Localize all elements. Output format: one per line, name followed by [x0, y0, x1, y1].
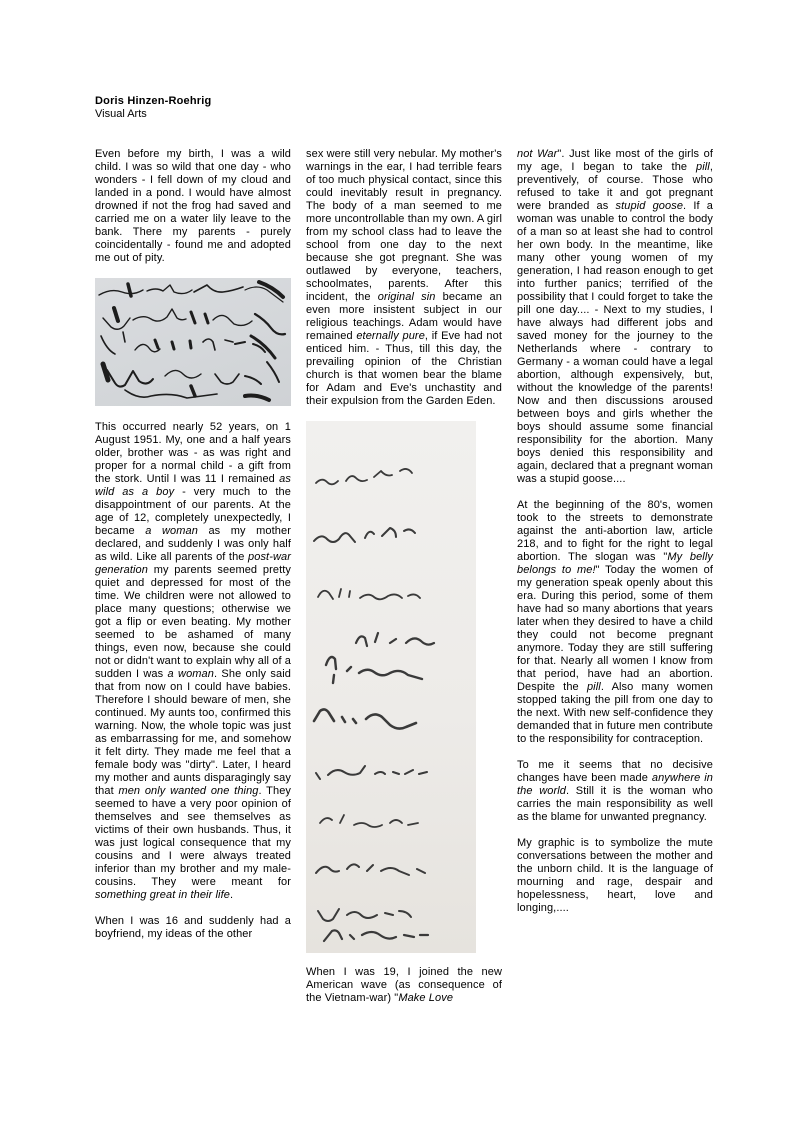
- text-segment: . She only said that from now on I could have babies. Therefore I should beware of men, she continued. My aunts too, confirmed this warning. Now, the whole topic was just as embarrassing for me, and somehow it felt dirty. They made me feel that a female body was "dirty". Later, I heard my mother and aunts disparagingly say that: [95, 668, 291, 797]
- document-page: [95, 95, 717, 1005]
- text-segment: . Also many women stopped taking the pill from one day to the next. With new self-confidence they demanded that in future men contribute to the responsibility for contraception.: [517, 681, 713, 745]
- text-segment: my parents seemed pretty quiet and depressed for most of the time. We children were not allowed to place many questions; otherwise we got a flip or even beating. My mother seemed to be ashamed of many things, even now, because she could not or didn't want to explain why all of a sudden I was: [95, 564, 291, 680]
- text-segment: My graphic is to symbolize the mute conversations between the mother and the unborn child. It is the language of mourning and rage, despair and hopelessness, heart, love and longing,....: [517, 837, 713, 914]
- text-segment: To me it seems that no decisive changes have been made: [517, 759, 713, 784]
- italic-text-segment: a woman: [167, 668, 214, 680]
- text-segment: This occurred nearly 52 years, on 1 August 1951. My, one and a half years older, brother was - as was right and proper for a normal child - a gift from the stork. Until I was 11 I remained: [95, 421, 291, 485]
- text-segment: - very much to the disappointment of our parents. At the age of 12, completely unexpectedly, I became: [95, 486, 291, 537]
- author-name: Doris Hinzen-Roehrig: [95, 95, 212, 107]
- paragraph: [306, 148, 502, 408]
- column-3: [517, 148, 713, 915]
- text-segment: Even before my birth, I was a wild child. I was so wild that one day - who wonders - I fell down of my cloud and landed in a pond. I would have almost drowned if not the frog had saved and carried me on a water lily leave to the bank. There my parents - purely coincidentally - found me and adopted me out of pity.: [95, 148, 291, 264]
- text-segment: , if Eve had not enticed him. - Thus, till this day, the prevailing opinion of the Christian church is that women bear the blame for Adam and Eve's unchastity and their expulsion from the Garden Eden.: [306, 330, 502, 407]
- author-discipline: Visual Arts: [95, 108, 147, 120]
- paragraph: [517, 759, 713, 824]
- italic-text-segment: pill: [586, 681, 601, 693]
- ink-scribble-artwork-horizontal: [95, 278, 291, 406]
- italic-text-segment: My belly belongs to me!: [517, 551, 713, 576]
- text-segment: . If a woman was unable to control the body of a man so at least she had to control her own body. In the meantime, like many other young women of my generation, I had reason enough to get into further panics; terrified of the possibility that I could forget to take the pill one day.... - Next to my studies, I have always had different jobs and saved money for the journey to the Netherlands where - contrary to Germany - a woman could have a legal abortion, although expensively, but, without the knowledge of the parents! Now and then discussions aroused between boys and girls whether the boys should assume some financial responsibility for the abortion. Many boys denied this responsibility and again, declared that a pregnant woman was a stupid goose....: [517, 200, 713, 485]
- italic-text-segment: eternally pure: [356, 330, 425, 342]
- italic-text-segment: as wild as a boy: [95, 473, 291, 498]
- paragraph: [517, 148, 713, 486]
- italic-text-segment: Make Love: [398, 992, 454, 1004]
- scribble-drawing-image: [95, 278, 291, 406]
- text-segment: . Still it is the woman who carries the main responsibility as well as the blame for unwanted pregnancy.: [517, 785, 713, 823]
- paragraph: [95, 148, 291, 265]
- italic-text-segment: pill: [695, 161, 710, 173]
- paragraph: [95, 421, 291, 902]
- document-header: [95, 95, 717, 121]
- scribble-drawing-image: [306, 421, 476, 953]
- italic-text-segment: men only wanted one thing: [118, 785, 259, 797]
- text-segment: as my mother declared, and suddenly I was only half as wild. Like all parents of the: [95, 525, 291, 563]
- text-segment: " Today the women of my generation speak openly about this era. During this period, some of them have had so many abortions that years later when they desired to have a child they could not become pregnant anymore. Today they are still suffering for that. Nearly all women I know from that period, have had an abortion. Despite the: [517, 564, 713, 693]
- italic-text-segment: anywhere in the world: [517, 772, 713, 797]
- text-columns: [95, 148, 717, 1005]
- text-segment: sex were still very nebular. My mother's warnings in the ear, I had terrible fears of too much physical contact, since this could inevitably result in pregnancy. The body of a man seemed to me more uncontrollable than my own. A girl from my school class had to leave the school from one day to the next because she got pregnant. She was outlawed by everyone, teachers, schoolmates, parents. After this incident, the: [306, 148, 502, 303]
- paragraph: [306, 966, 502, 1005]
- text-segment: .: [229, 889, 234, 901]
- column-1: [95, 148, 291, 941]
- text-segment: When I was 19, I joined the new American wave (as consequence of the Vietnam-war) ": [306, 966, 502, 1004]
- italic-text-segment: something great in their life: [95, 889, 230, 901]
- ink-scribble-artwork-vertical: [306, 421, 476, 953]
- paragraph: [95, 915, 291, 941]
- paragraph: [517, 837, 713, 915]
- italic-text-segment: post-war generation: [95, 551, 291, 576]
- paragraph: [517, 499, 713, 746]
- italic-text-segment: original sin: [377, 291, 436, 303]
- text-segment: . They seemed to have a very poor opinion of themselves and see themselves as victims of their own husbands. Thus, it was just logical consequence that my cousins and I were always treated inferior than my brother and my male-cousins. They were meant for: [95, 785, 292, 888]
- column-2: [306, 148, 502, 1005]
- text-segment: When I was 16 and suddenly had a boyfriend, my ideas of the other: [95, 915, 291, 940]
- italic-text-segment: stupid goose: [615, 200, 684, 212]
- italic-text-segment: a woman: [145, 525, 198, 537]
- text-segment: , preventively, of course. Those who refused to take it and got pregnant were branded as: [517, 161, 713, 212]
- text-segment: ". Just like most of the girls of my age, I began to take the: [517, 148, 713, 173]
- text-segment: became an even more insistent subject in our religious teachings. Adam would have remained: [306, 291, 502, 342]
- italic-text-segment: not War: [517, 148, 558, 160]
- text-segment: At the beginning of the 80's, women took to the streets to demonstrate against the anti-abortion law, article 218, and to fight for the right to legal abortion. The slogan was ": [517, 499, 713, 563]
